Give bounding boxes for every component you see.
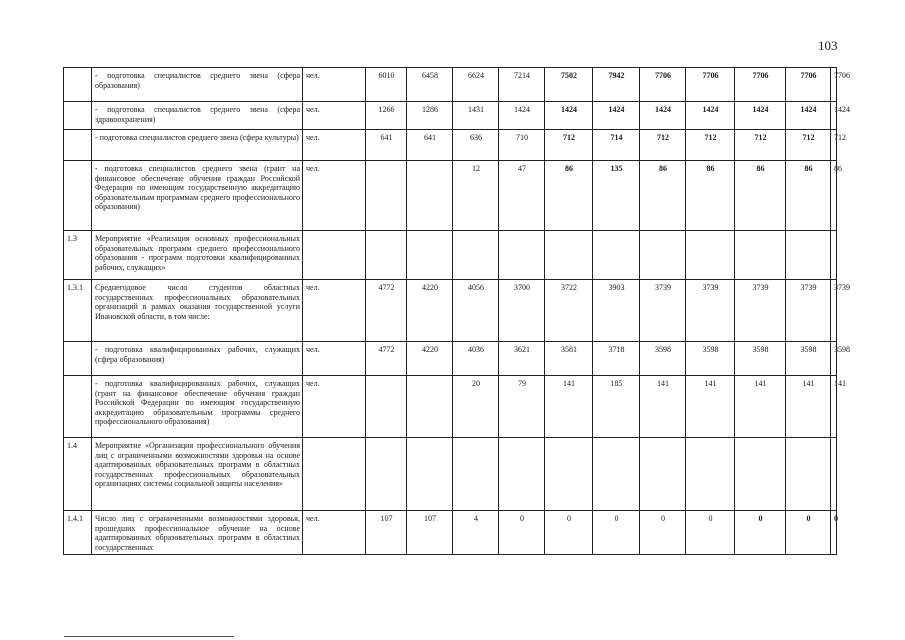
value-cell: 0 [735, 511, 786, 555]
value-cell [686, 231, 735, 280]
value-cell [499, 438, 545, 511]
row-code: 1.3.1 [64, 280, 92, 342]
value-cell: 712 [545, 130, 593, 161]
value-cell: 20 [453, 376, 499, 438]
value-cell: 3598 [686, 342, 735, 376]
value-cell [366, 161, 407, 231]
value-cell: 1424 [786, 102, 831, 130]
row-description: Число лиц с ограниченными возможностями здоровья, прошедших профессиональное обучение на основе адаптированных образовательных программ в областных государственных [92, 511, 303, 555]
value-cell: 3903 [593, 280, 640, 342]
value-cell: 3621 [499, 342, 545, 376]
value-cell [407, 161, 453, 231]
value-cell: 86 [640, 161, 686, 231]
value-cell: 4772 [366, 280, 407, 342]
value-cell: 641 [366, 130, 407, 161]
page-number: 103 [818, 38, 838, 53]
row-description: - подготовка специалистов среднего звена (грант на финансовое обеспечение обучения граждан Российской Федерации по имеющим государственную аккредитацию образовательным программам среднего профессионального образования) [92, 161, 303, 231]
value-cell: 12 [453, 161, 499, 231]
row-description: - подготовка специалистов среднего звена (сфера культуры) [92, 130, 303, 161]
value-cell: 712 [686, 130, 735, 161]
value-cell: 4 [453, 511, 499, 555]
value-cell: 1424 [499, 102, 545, 130]
value-cell: 86 [786, 161, 831, 231]
value-cell: 86 [735, 161, 786, 231]
value-cell: 1424 [545, 102, 593, 130]
row-code [64, 68, 92, 102]
value-cell: 1266 [366, 102, 407, 130]
value-cell [735, 438, 786, 511]
row-unit: чел. [303, 376, 366, 438]
table-row [64, 438, 837, 511]
value-cell: 79 [499, 376, 545, 438]
value-cell: 641 [407, 130, 453, 161]
row-code [64, 130, 92, 161]
value-cell: 141 [545, 376, 593, 438]
value-cell: 47 [499, 161, 545, 231]
value-cell: 3739 [831, 280, 837, 342]
row-description: - подготовка квалифицированных рабочих, служащих (грант на финансовое обеспечение обучения граждан Российской Федерации по имеющим государственную аккредитацию образовательным программы среднего профессионального образования) [92, 376, 303, 438]
row-unit: чел. [303, 130, 366, 161]
value-cell [735, 231, 786, 280]
value-cell: 4772 [366, 342, 407, 376]
value-cell: 4220 [407, 280, 453, 342]
value-cell: 7706 [735, 68, 786, 102]
value-cell: 86 [545, 161, 593, 231]
value-cell: 3739 [686, 280, 735, 342]
table-row [64, 231, 837, 280]
indicators-table [63, 67, 850, 555]
row-code [64, 161, 92, 231]
value-cell [407, 376, 453, 438]
value-cell [366, 438, 407, 511]
value-cell: 7706 [686, 68, 735, 102]
row-unit: чел. [303, 161, 366, 231]
value-cell: 712 [831, 130, 837, 161]
value-cell: 1424 [831, 102, 837, 130]
table-row [64, 161, 837, 231]
value-cell: 86 [686, 161, 735, 231]
value-cell: 135 [593, 161, 640, 231]
value-cell [407, 438, 453, 511]
value-cell [686, 438, 735, 511]
value-cell [545, 438, 593, 511]
value-cell: 141 [786, 376, 831, 438]
value-cell: 3718 [593, 342, 640, 376]
row-description: Мероприятие «Организация профессионального обучения лиц с ограниченными возможностями здоровья на основе адаптированных образовательных программ в областных государственных профессиональных образовательных организациях системы социальной защиты населения» [92, 438, 303, 511]
row-description: Мероприятие «Реализация основных профессиональных образовательных программ среднего профессионального образования - программ подготовки квалифицированных рабочих, служащих» [92, 231, 303, 280]
row-unit: чел. [303, 68, 366, 102]
value-cell: 6624 [453, 68, 499, 102]
value-cell: 636 [453, 130, 499, 161]
value-cell: 0 [593, 511, 640, 555]
row-description: - подготовка квалифицированных рабочих, служащих (сфера образования) [92, 342, 303, 376]
row-unit: чел. [303, 342, 366, 376]
row-code [64, 342, 92, 376]
value-cell: 3598 [640, 342, 686, 376]
value-cell: 4056 [453, 280, 499, 342]
value-cell [366, 376, 407, 438]
value-cell: 1424 [686, 102, 735, 130]
value-cell [407, 231, 453, 280]
value-cell [499, 231, 545, 280]
value-cell [640, 231, 686, 280]
value-cell: 185 [593, 376, 640, 438]
value-cell [453, 438, 499, 511]
row-unit: чел. [303, 511, 366, 555]
value-cell: 3722 [545, 280, 593, 342]
value-cell [593, 438, 640, 511]
row-unit [303, 438, 366, 511]
value-cell: 7502 [545, 68, 593, 102]
value-cell: 3581 [545, 342, 593, 376]
value-cell: 712 [786, 130, 831, 161]
value-cell: 3739 [786, 280, 831, 342]
value-cell: 7706 [640, 68, 686, 102]
value-cell: 0 [831, 511, 837, 555]
value-cell: 0 [786, 511, 831, 555]
table-row [64, 68, 837, 102]
value-cell: 0 [499, 511, 545, 555]
value-cell: 7942 [593, 68, 640, 102]
value-cell: 3739 [640, 280, 686, 342]
value-cell [453, 231, 499, 280]
value-cell: 712 [640, 130, 686, 161]
row-description: - подготовка специалистов среднего звена (сфера образования) [92, 68, 303, 102]
row-code: 1.4.1 [64, 511, 92, 555]
value-cell: 7706 [786, 68, 831, 102]
value-cell: 3598 [786, 342, 831, 376]
value-cell: 3598 [831, 342, 837, 376]
value-cell: 3700 [499, 280, 545, 342]
row-description: - подготовка специалистов среднего звена (сфера здравоохранения) [92, 102, 303, 130]
row-unit [303, 231, 366, 280]
value-cell: 141 [831, 376, 837, 438]
row-code: 1.4 [64, 438, 92, 511]
row-code: 1.3 [64, 231, 92, 280]
row-code [64, 376, 92, 438]
row-unit: чел. [303, 102, 366, 130]
value-cell [640, 438, 686, 511]
row-description: Среднегодовое число студентов областных государственных профессиональных образовательных организаций в рамках оказания государственной услуги Ивановской области, в том числе: [92, 280, 303, 342]
value-cell: 6458 [407, 68, 453, 102]
value-cell: 710 [499, 130, 545, 161]
value-cell: 0 [686, 511, 735, 555]
value-cell: 141 [686, 376, 735, 438]
value-cell [831, 438, 837, 511]
value-cell: 3739 [735, 280, 786, 342]
value-cell: 4036 [453, 342, 499, 376]
value-cell: 714 [593, 130, 640, 161]
value-cell [545, 231, 593, 280]
value-cell: 1424 [640, 102, 686, 130]
value-cell: 1431 [453, 102, 499, 130]
table-row [64, 102, 837, 130]
row-unit: чел. [303, 280, 366, 342]
row-code [64, 102, 92, 130]
value-cell: 107 [407, 511, 453, 555]
value-cell: 107 [366, 511, 407, 555]
table-row [64, 511, 837, 555]
value-cell: 712 [735, 130, 786, 161]
table-row [64, 342, 837, 376]
value-cell [786, 231, 831, 280]
table-row [64, 130, 837, 161]
value-cell: 0 [640, 511, 686, 555]
value-cell [366, 231, 407, 280]
value-cell: 7214 [499, 68, 545, 102]
value-cell [593, 231, 640, 280]
table-row [64, 280, 837, 342]
value-cell: 6010 [366, 68, 407, 102]
table-row [64, 376, 837, 438]
value-cell: 3598 [735, 342, 786, 376]
value-cell: 141 [735, 376, 786, 438]
value-cell: 86 [831, 161, 837, 231]
footer-rule [64, 636, 234, 637]
value-cell: 0 [545, 511, 593, 555]
value-cell: 1286 [407, 102, 453, 130]
value-cell: 4220 [407, 342, 453, 376]
value-cell: 7706 [831, 68, 837, 102]
value-cell: 1424 [593, 102, 640, 130]
value-cell [786, 438, 831, 511]
value-cell [831, 231, 837, 280]
value-cell: 1424 [735, 102, 786, 130]
value-cell: 141 [640, 376, 686, 438]
